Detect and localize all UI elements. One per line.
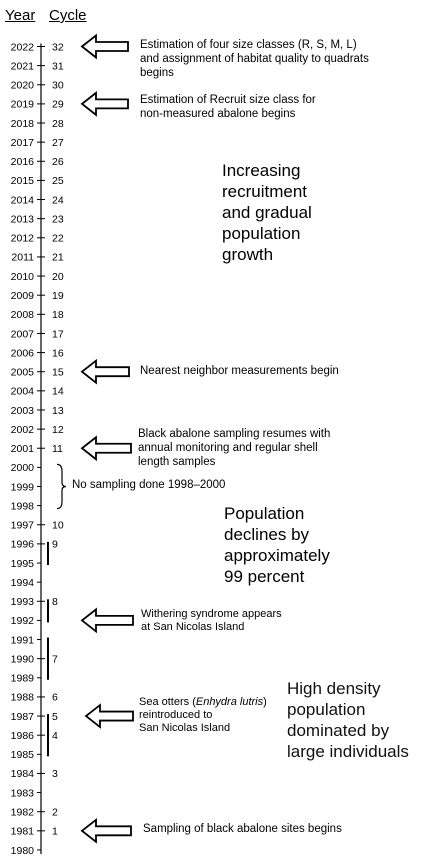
year-label: 2001 bbox=[10, 443, 34, 456]
cycle-label: 9 bbox=[52, 538, 58, 551]
annotation-line: Estimation of four size classes (R, S, M, L) bbox=[140, 39, 357, 51]
year-label: 1993 bbox=[10, 596, 34, 609]
year-label: 1982 bbox=[10, 806, 34, 819]
cycle-label: 18 bbox=[52, 309, 64, 322]
phase-line: growth bbox=[222, 245, 274, 264]
cycle-label: 21 bbox=[52, 251, 64, 264]
year-label: 2020 bbox=[10, 79, 34, 92]
arrow-black-abalone-icon bbox=[82, 437, 131, 459]
cycle-label: 13 bbox=[52, 404, 64, 417]
otter-species: Enhydra lutris bbox=[195, 696, 264, 708]
phase-line: High density bbox=[287, 679, 381, 698]
cycle-label: 12 bbox=[52, 423, 64, 436]
year-label: 1990 bbox=[10, 653, 34, 666]
cycle-label: 15 bbox=[52, 366, 64, 379]
cycle-label: 32 bbox=[52, 41, 64, 54]
annotation-line: annual monitoring and regular shell bbox=[138, 442, 318, 454]
annotation-sampling-begins: Sampling of black abalone sites begins bbox=[143, 823, 342, 835]
year-label: 1989 bbox=[10, 672, 34, 685]
phase-line: population bbox=[287, 700, 366, 719]
year-label: 1992 bbox=[10, 615, 34, 628]
phase-line: dominated by bbox=[287, 721, 390, 740]
year-label: 2011 bbox=[11, 251, 34, 264]
cycle-label: 23 bbox=[52, 213, 64, 226]
annotation-line: at San Nicolas Island bbox=[141, 621, 245, 633]
cycle-label: 25 bbox=[52, 175, 64, 188]
annotation-black-abalone-resumes bbox=[138, 427, 330, 469]
annotation-line: Withering syndrome appears bbox=[141, 608, 282, 620]
phase-line: declines by bbox=[224, 525, 310, 544]
year-label: 1987 bbox=[10, 710, 34, 723]
cycle-label: 19 bbox=[52, 289, 64, 302]
year-label: 2014 bbox=[10, 194, 34, 207]
annotation-line bbox=[139, 696, 267, 709]
year-label: 2013 bbox=[10, 213, 34, 226]
annotation-no-sampling: No sampling done 1998–2000 bbox=[72, 479, 226, 491]
annotation-line: Black abalone sampling resumes with bbox=[138, 428, 331, 440]
year-column-header: Year bbox=[5, 7, 36, 24]
year-label: 2018 bbox=[10, 117, 34, 130]
year-label: 1986 bbox=[10, 729, 34, 742]
year-label: 2022 bbox=[10, 41, 34, 54]
year-label: 2019 bbox=[10, 98, 34, 111]
year-label: 2003 bbox=[10, 404, 34, 417]
arrow-sampling-begins-icon bbox=[82, 820, 131, 842]
cycle-label: 2 bbox=[52, 806, 58, 819]
year-label: 2010 bbox=[10, 270, 34, 283]
annotation-size-classes bbox=[140, 38, 369, 80]
cycle-label: 1 bbox=[52, 825, 58, 838]
year-label: 1994 bbox=[10, 576, 34, 589]
arrow-nearest-neighbor-icon bbox=[82, 361, 129, 383]
year-label: 1988 bbox=[10, 691, 34, 704]
year-label: 2004 bbox=[10, 385, 34, 398]
cycle-label: 7 bbox=[52, 653, 58, 666]
year-label: 1980 bbox=[10, 844, 34, 857]
year-label: 2005 bbox=[10, 366, 34, 379]
cycle-label: 31 bbox=[52, 60, 64, 73]
cycle-label: 27 bbox=[52, 136, 64, 149]
annotation-line: begins bbox=[140, 67, 174, 79]
year-label: 2012 bbox=[10, 232, 34, 245]
year-label: 1985 bbox=[10, 749, 34, 762]
year-label: 2002 bbox=[10, 423, 34, 436]
year-label: 1984 bbox=[10, 768, 34, 781]
annotation-line: length samples bbox=[138, 456, 216, 468]
cycle-label: 4 bbox=[52, 729, 58, 742]
year-label: 1983 bbox=[10, 787, 34, 800]
year-label: 1999 bbox=[10, 481, 34, 494]
cycle-label: 20 bbox=[52, 270, 64, 283]
year-label: 2006 bbox=[10, 347, 34, 360]
arrow-sea-otters-icon bbox=[86, 705, 133, 727]
cycle-column-header: Cycle bbox=[49, 7, 87, 24]
cycle-label: 24 bbox=[52, 194, 64, 207]
arrow-withering-icon bbox=[82, 609, 133, 631]
cycle-label: 10 bbox=[52, 519, 64, 532]
phase-line: approximately bbox=[224, 546, 330, 565]
phase-line: large individuals bbox=[287, 742, 409, 761]
phase-line: 99 percent bbox=[224, 567, 305, 586]
otter-prefix: Sea otters ( bbox=[139, 696, 196, 708]
phase-line: Increasing bbox=[222, 161, 301, 180]
year-label: 2000 bbox=[10, 462, 34, 475]
year-label: 2009 bbox=[10, 289, 34, 302]
year-label: 2021 bbox=[10, 60, 34, 73]
phase-line: population bbox=[222, 224, 301, 243]
year-label: 1995 bbox=[10, 557, 34, 570]
cycle-label: 8 bbox=[52, 596, 58, 609]
otter-suffix: ) bbox=[263, 696, 267, 708]
cycle-label: 30 bbox=[52, 79, 64, 92]
phase-line: Population bbox=[224, 504, 305, 523]
year-label: 1996 bbox=[10, 538, 34, 551]
year-label: 1998 bbox=[10, 500, 34, 513]
cycle-label: 5 bbox=[52, 710, 58, 723]
year-label: 2015 bbox=[10, 175, 34, 188]
year-label: 2017 bbox=[10, 136, 34, 149]
cycle-label: 29 bbox=[52, 98, 64, 111]
annotation-line: and assignment of habitat quality to quadrats bbox=[140, 53, 369, 65]
year-label: 1991 bbox=[10, 634, 34, 647]
year-label: 2007 bbox=[10, 328, 34, 341]
annotation-withering-syndrome bbox=[141, 608, 282, 634]
cycle-label: 11 bbox=[52, 443, 63, 456]
annotation-recruit-class bbox=[140, 93, 316, 121]
year-label: 2008 bbox=[10, 309, 34, 322]
phase-line: recruitment bbox=[222, 182, 308, 201]
cycle-label: 14 bbox=[52, 385, 64, 398]
phase-line: and gradual bbox=[222, 203, 312, 222]
arrow-size-classes-icon bbox=[82, 36, 128, 58]
cycle-label: 22 bbox=[52, 232, 64, 245]
annotation-line: non-measured abalone begins bbox=[140, 108, 296, 120]
year-label: 1997 bbox=[10, 519, 34, 532]
phase-population-decline bbox=[224, 503, 330, 587]
cycle-label: 28 bbox=[52, 117, 64, 130]
arrow-recruit-class-icon bbox=[82, 93, 128, 115]
phase-high-density bbox=[287, 678, 409, 762]
cycle-label: 26 bbox=[52, 156, 64, 169]
cycle-label: 3 bbox=[52, 768, 58, 781]
no-sampling-brace bbox=[57, 464, 66, 508]
annotation-sea-otters bbox=[139, 696, 267, 735]
phase-recruitment-growth bbox=[222, 160, 312, 265]
year-label: 1981 bbox=[10, 825, 34, 838]
annotation-line: Estimation of Recruit size class for bbox=[140, 94, 316, 106]
cycle-label: 17 bbox=[52, 328, 64, 341]
year-label: 2016 bbox=[10, 156, 34, 169]
annotation-line: San Nicolas Island bbox=[139, 722, 231, 734]
annotation-line: reintroduced to bbox=[139, 709, 213, 721]
annotation-nearest-neighbor: Nearest neighbor measurements begin bbox=[140, 365, 339, 377]
cycle-label: 6 bbox=[52, 691, 58, 704]
cycle-label: 16 bbox=[52, 347, 64, 360]
